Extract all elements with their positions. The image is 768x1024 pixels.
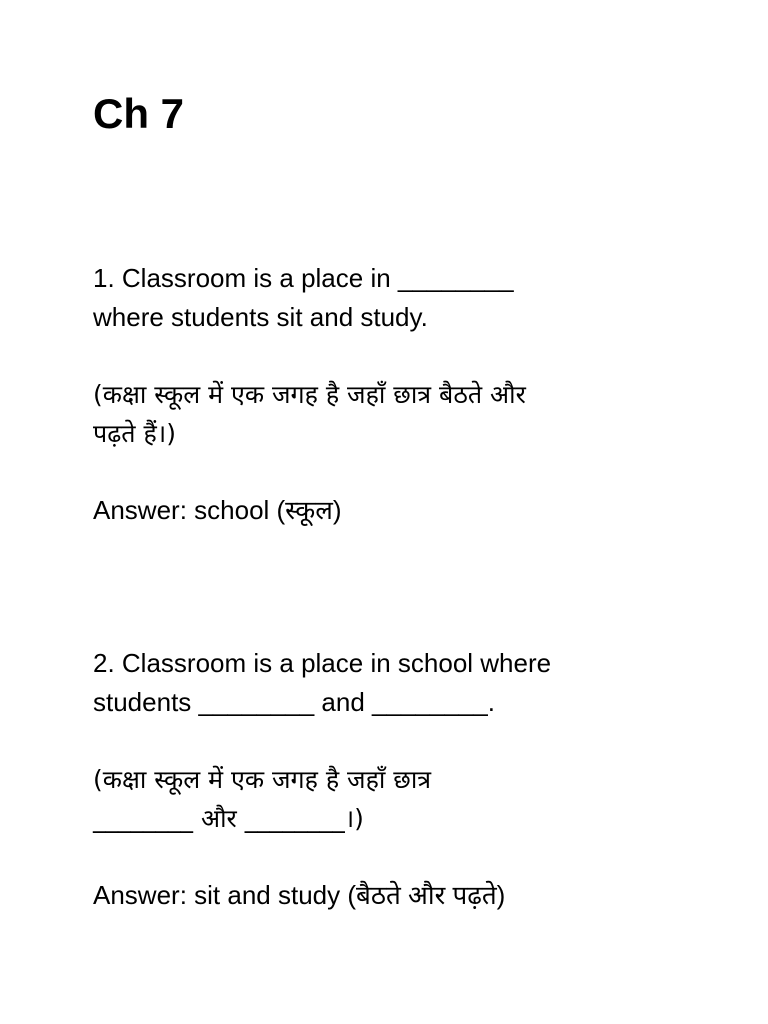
question-2-text-line-2: students ________ and ________. — [93, 687, 495, 717]
question-2-answer: Answer: sit and study (बैठते और पढ़ते) — [93, 880, 506, 910]
question-2-text-line-1: 2. Classroom is a place in school where — [93, 648, 552, 678]
question-1-answer: Answer: school (स्कूल) — [93, 495, 342, 525]
question-1-hindi-line-2: पढ़ते हैं।) — [93, 419, 176, 448]
question-1-text-line-1: 1. Classroom is a place in ________ — [93, 263, 514, 293]
question-2-hindi-line-2: ________ और ________।) — [93, 804, 364, 833]
question-1 — [93, 259, 673, 530]
spacer — [93, 722, 673, 760]
question-2 — [93, 644, 673, 915]
question-1-hindi-line-1: (कक्षा स्कूल में एक जगह है जहाँ छात्र बैठते और — [93, 380, 526, 409]
spacer — [93, 337, 673, 375]
chapter-title: Ch 7 — [93, 90, 185, 137]
spacer — [93, 838, 673, 876]
spacer — [93, 453, 673, 491]
question-2-hindi-line-1: (कक्षा स्कूल में एक जगह है जहाँ छात्र — [93, 765, 432, 794]
question-1-text-line-2: where students sit and study. — [93, 302, 428, 332]
